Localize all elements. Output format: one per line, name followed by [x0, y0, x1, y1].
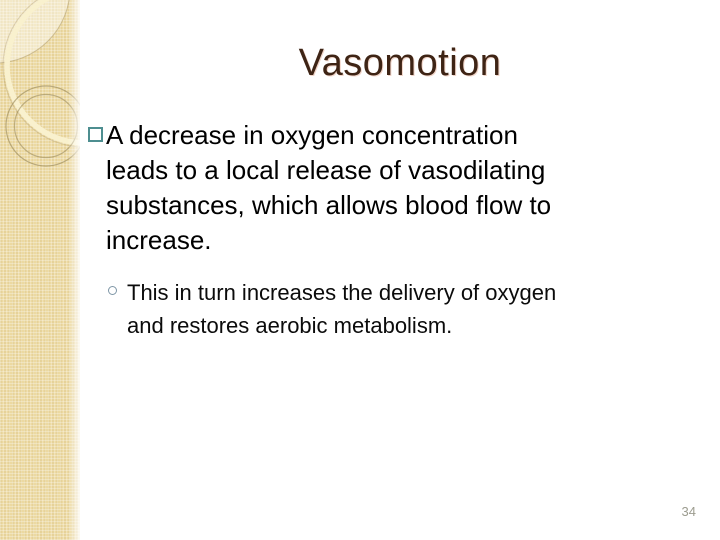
bullet-item-main: [88, 118, 551, 258]
bullet-line: substances, which allows blood flow to: [106, 190, 552, 220]
bullet-line: and restores aerobic metabolism.: [127, 313, 453, 338]
sidebar-edge-highlight: [68, 0, 80, 540]
bullet-line: This in turn increases the delivery of oxygen: [127, 280, 557, 305]
bullet-line: A decrease in oxygen concentration: [106, 120, 518, 150]
bullet-line: increase.: [106, 225, 212, 255]
bullet-text-main: [106, 118, 551, 258]
slide-title: Vasomotion: [298, 42, 502, 84]
square-bullet-icon: [88, 127, 103, 142]
decorative-sidebar: [0, 0, 80, 540]
bullet-text-sub: [127, 276, 556, 342]
circle-bullet-icon: [108, 286, 117, 295]
bullet-item-sub: [108, 276, 556, 342]
page-number: 34: [681, 504, 696, 519]
bullet-line: leads to a local release of vasodilating: [106, 155, 546, 185]
